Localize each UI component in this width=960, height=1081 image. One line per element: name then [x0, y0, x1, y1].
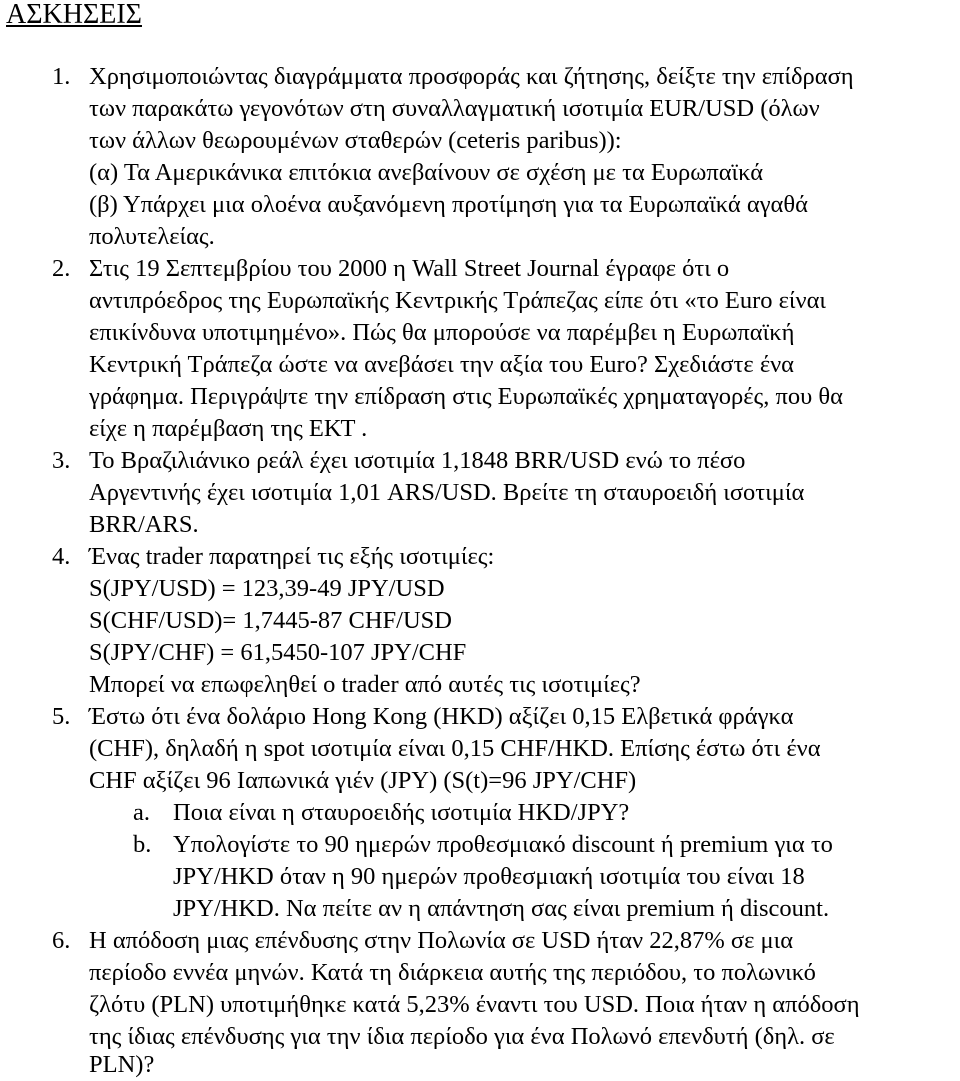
exercise-text-line: Στις 19 Σεπτεμβρίου του 2000 η Wall Street Journal έγραφε ότι ο [89, 255, 730, 282]
subitem-label: a. [133, 799, 150, 826]
exercise-text-line: γράφημα. Περιγράψτε την επίδραση στις Ευρωπαϊκές χρηματαγορές, που θα [89, 383, 843, 410]
exercise-text-line: Το Βραζιλιάνικο ρεάλ έχει ισοτιμία 1,1848 BRR/USD ενώ το πέσο [89, 447, 746, 474]
exercise-number: 5. [52, 703, 71, 730]
exercise-number: 3. [52, 447, 71, 474]
exercise-text-line: επικίνδυνα υποτιμημένο». Πώς θα μπορούσε να παρέμβει η Ευρωπαϊκή [89, 319, 795, 346]
exercise-text-line: ζλότυ (PLN) υποτιμήθηκε κατά 5,23% έναντι του USD. Ποια ήταν η απόδοση [89, 991, 860, 1018]
subitem-text-line: Ποια είναι η σταυροειδής ισοτιμία HKD/JPY? [173, 799, 630, 826]
exchange-rate-line: S(JPY/USD) = 123,39-49 JPY/USD [89, 575, 445, 602]
exercise-text-line: (α) Τα Αμερικάνικα επιτόκια ανεβαίνουν σε σχέση με τα Ευρωπαϊκά [89, 159, 764, 186]
exchange-rate-line: S(CHF/USD)= 1,7445-87 CHF/USD [89, 607, 453, 634]
exercise-text-line: Μπορεί να επωφεληθεί ο trader από αυτές τις ισοτιμίες? [89, 671, 641, 698]
subitem-text-line: Υπολογίστε το 90 ημερών προθεσμιακό discount ή premium για το [173, 831, 833, 858]
page-title: ΑΣΚΗΣΕΙΣ [6, 0, 142, 30]
exercise-text-line: Η απόδοση μιας επένδυσης στην Πολωνία σε USD ήταν 22,87% σε μια [89, 927, 794, 954]
exercise-text-line: των παρακάτω γεγονότων στη συναλλαγματική ισοτιμία EUR/USD (όλων [89, 95, 820, 122]
exercise-text-line: (β) Υπάρχει μια ολοένα αυξανόμενη προτίμηση για τα Ευρωπαϊκά αγαθά [89, 191, 808, 218]
exercise-number: 6. [52, 927, 71, 954]
subitem-text-line: JPY/HKD όταν η 90 ημερών προθεσμιακή ισοτιμία του είναι 18 [173, 863, 805, 890]
exchange-rate-line: S(JPY/CHF) = 61,5450-107 JPY/CHF [89, 639, 467, 666]
exercise-text-line: BRR/ARS. [89, 511, 199, 538]
exercise-text-line: είχε η παρέμβαση της ΕΚΤ . [89, 415, 368, 442]
exercise-number: 2. [52, 255, 71, 282]
exercise-number: 1. [52, 63, 71, 90]
exercise-text-line: αντιπρόεδρος της Ευρωπαϊκής Κεντρικής Τράπεζας είπε ότι «το Euro είναι [89, 287, 826, 314]
exercise-text-line: CHF αξίζει 96 Ιαπωνικά γιέν (JPY) (S(t)=96 JPY/CHF) [89, 767, 637, 794]
exercise-text-line: (CHF), δηλαδή η spot ισοτιμία είναι 0,15 CHF/HKD. Επίσης έστω ότι ένα [89, 735, 821, 762]
exercise-text-line: Ένας trader παρατηρεί τις εξής ισοτιμίες: [89, 543, 495, 570]
exercise-text-line: Κεντρική Τράπεζα ώστε να ανεβάσει την αξία του Euro? Σχεδιάστε ένα [89, 351, 795, 378]
exercise-text-line: πολυτελείας. [89, 223, 215, 250]
exercise-text-line: Έστω ότι ένα δολάριο Hong Kong (HKD) αξίζει 0,15 Ελβετικά φράγκα [89, 703, 794, 730]
exercise-text-line: της ίδιας επένδυσης για την ίδια περίοδο για ένα Πολωνό επενδυτή (δηλ. σε [89, 1023, 835, 1050]
subitem-text-line: JPY/HKD. Να πείτε αν η απάντηση σας είναι premium ή discount. [173, 895, 830, 922]
exercise-text-line: Χρησιμοποιώντας διαγράμματα προσφοράς και ζήτησης, δείξτε την επίδραση [89, 63, 854, 90]
exercise-text-line: των άλλων θεωρουμένων σταθερών (ceteris paribus)): [89, 127, 622, 154]
subitem-label: b. [133, 831, 152, 858]
exercise-number: 4. [52, 543, 71, 570]
exercise-text-line: Αργεντινής έχει ισοτιμία 1,01 ARS/USD. Βρείτε τη σταυροειδή ισοτιμία [89, 479, 805, 506]
exercise-text-line: PLN)? [89, 1051, 155, 1078]
exercise-text-line: περίοδο εννέα μηνών. Κατά τη διάρκεια αυτής της περιόδου, το πολωνικό [89, 959, 816, 986]
